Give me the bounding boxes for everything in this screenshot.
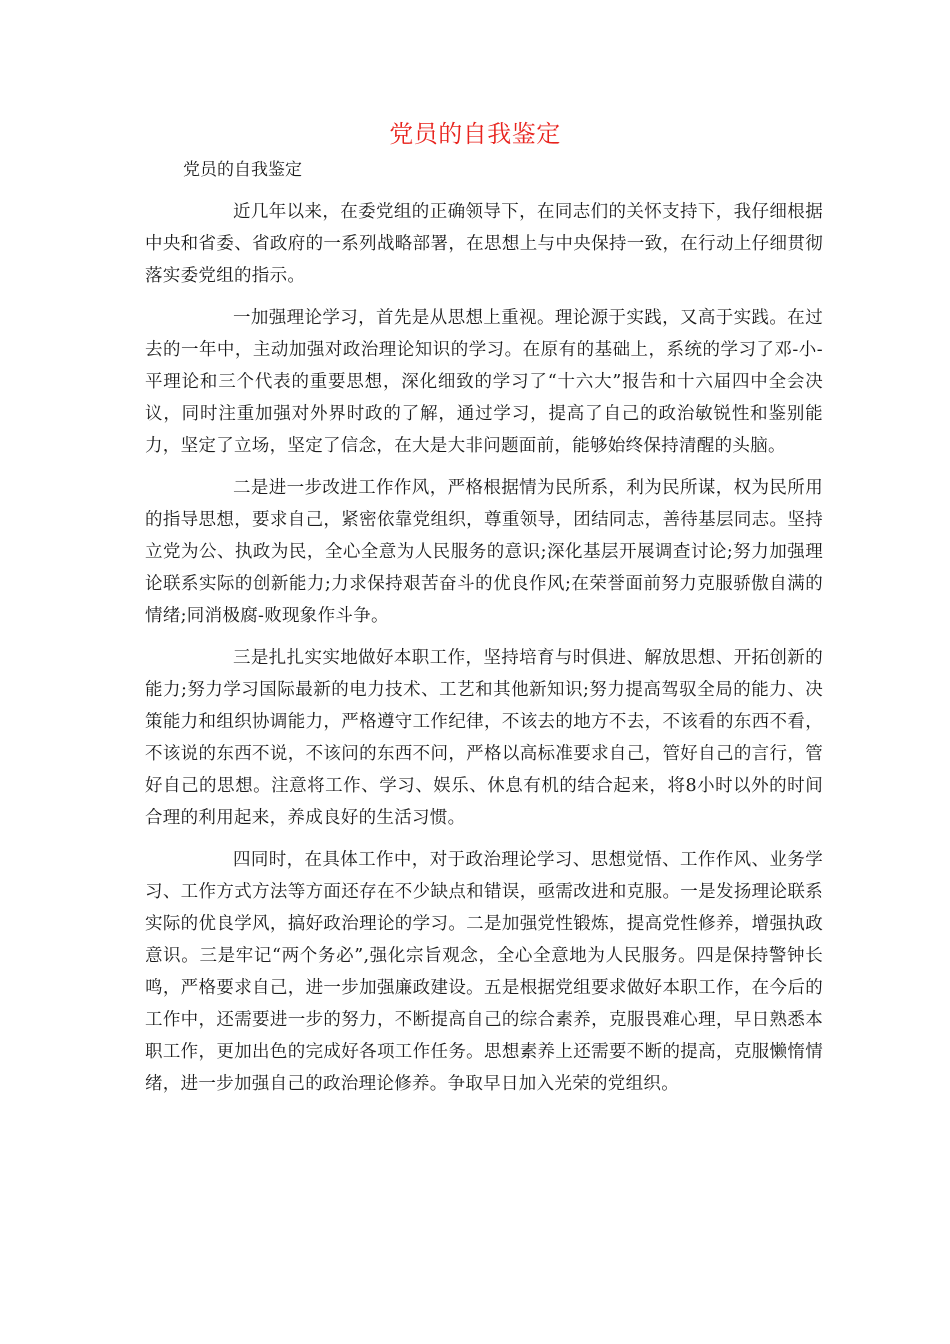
paragraph-intro: 近几年以来，在委党组的正确领导下，在同志们的关怀支持下，我仔细根据中央和省委、省政府的一系列战略部署，在思想上与中央保持一致，在行动上仔细贯彻落实委党组的指示。 — [145, 202, 823, 286]
paragraph-theory-study: 一加强理论学习，首先是从思想上重视。理论源于实践，又高于实践。在过去的一年中，主动加强对政治理论知识的学习。在原有的基础上，系统的学习了邓-小-平理论和三个代表的重要思想，深化细致的学习了“十六大”报告和十六届四中全会决议，同时注重加强对外界时政的了解，通过学习，提高了自己的政治敏锐性和鉴别能力，坚定了立场，坚定了信念，在大是大非问题面前，能够始终保持清醒的头脑。 — [145, 308, 823, 456]
document-body — [145, 196, 823, 1110]
document-title: 党员的自我鉴定 — [389, 120, 561, 148]
document-subtitle: 党员的自我鉴定 — [183, 160, 302, 180]
paragraph-work-style: 二是进一步改进工作作风，严格根据情为民所系，利为民所谋，权为民所用的指导思想，要求自己，紧密依靠党组织，尊重领导，团结同志，善待基层同志。坚持立党为公、执政为民，全心全意为人民服务的意识;深化基层开展调查讨论;努力加强理论联系实际的创新能力;力求保持艰苦奋斗的优良作风;在荣誉面前努力克服骄傲自满的情绪;同消极腐-败现象作斗争。 — [145, 478, 823, 626]
paragraph-job-duties: 三是扎扎实实地做好本职工作，坚持培育与时俱进、解放思想、开拓创新的能力;努力学习国际最新的电力技术、工艺和其他新知识;努力提高驾驭全局的能力、决策能力和组织协调能力，严格遵守工作纪律，不该去的地方不去，不该看的东西不看，不该说的东西不说，不该问的东西不问，严格以高标准要求自己，管好自己的言行，管好自己的思想。注意将工作、学习、娱乐、休息有机的结合起来，将8小时以外的时间合理的利用起来，养成良好的生活习惯。 — [145, 648, 823, 828]
paragraph-shortcomings: 四同时，在具体工作中，对于政治理论学习、思想觉悟、工作作风、业务学习、工作方式方法等方面还存在不少缺点和错误，亟需改进和克服。一是发扬理论联系实际的优良学风，搞好政治理论的学习。二是加强党性锻炼，提高党性修养，增强执政意识。三是牢记“两个务必”,强化宗旨观念，全心全意地为人民服务。四是保持警钟长鸣，严格要求自己，进一步加强廉政建设。五是根据党组要求做好本职工作，在今后的工作中，还需要进一步的努力，不断提高自己的综合素养，克服畏难心理，早日熟悉本职工作，更加出色的完成好各项工作任务。思想素养上还需要不断的提高，克服懒惰情绪，进一步加强自己的政治理论修养。争取早日加入光荣的党组织。 — [145, 850, 823, 1094]
